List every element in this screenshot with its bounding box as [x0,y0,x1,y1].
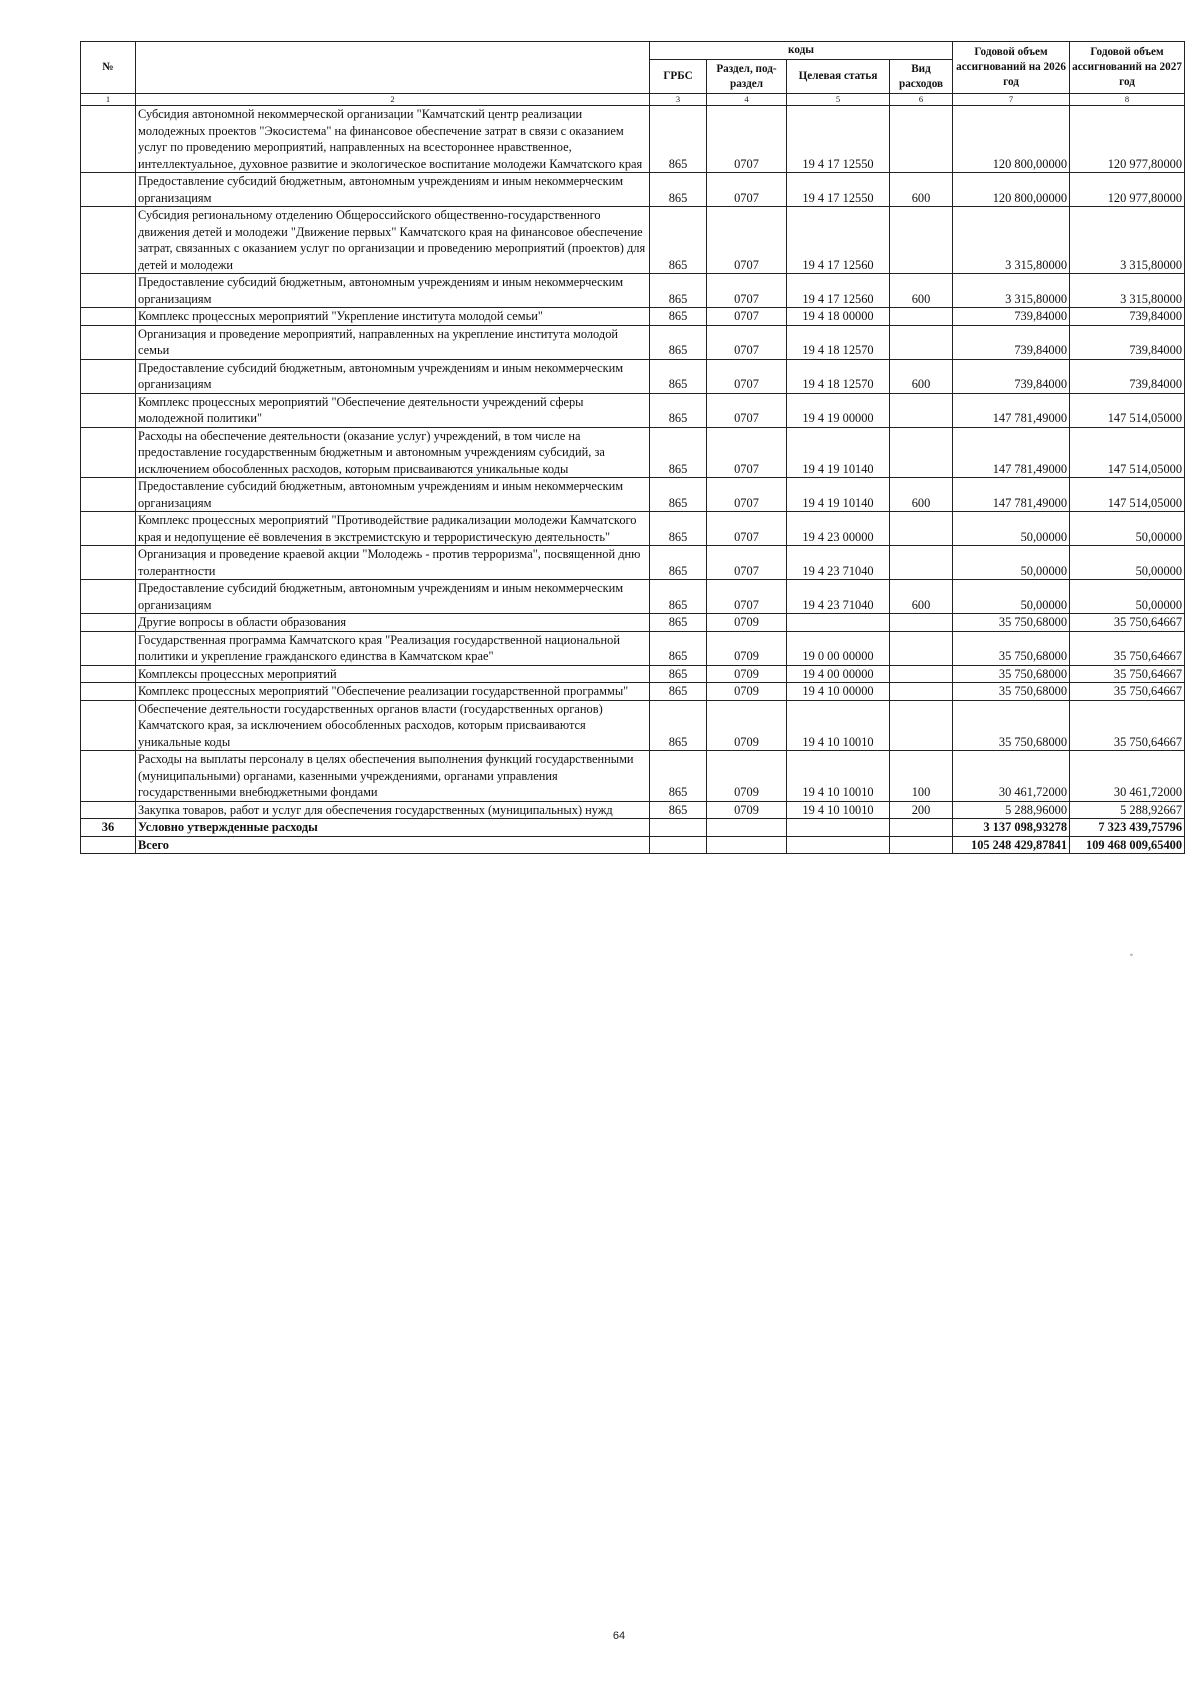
table-row [81,173,1185,207]
row-razdel: 0707 [707,359,787,393]
row-name: Государственная программа Камчатского края "Реализация государственной национальной политики и укрепление гражданского единства в Камчатском крае" [136,631,650,665]
row-number [81,512,136,546]
row-target-article: 19 4 23 71040 [787,580,890,614]
row-amount-2027: 35 750,64667 [1070,665,1185,683]
header-tselevaya: Целевая статья [787,60,890,94]
table-row [81,631,1185,665]
table-body [81,94,1185,854]
footnote-mark: » [1130,952,1133,958]
row-amount-2027: 147 514,05000 [1070,427,1185,478]
budget-table [80,41,1185,854]
row-amount-2027: 35 750,64667 [1070,631,1185,665]
row-razdel: 0707 [707,393,787,427]
row-grbs: 865 [650,580,707,614]
row-razdel: 0707 [707,478,787,512]
row-amount-2027: 147 514,05000 [1070,393,1185,427]
row-grbs: 865 [650,308,707,326]
row-razdel [707,836,787,854]
row-name: Организация и проведение мероприятий, направленных на укрепление института молодой семьи [136,325,650,359]
row-razdel: 0707 [707,207,787,274]
row-name: Комплекс процессных мероприятий "Укрепление института молодой семьи" [136,308,650,326]
row-number [81,614,136,632]
row-razdel: 0709 [707,631,787,665]
row-target-article: 19 4 10 10010 [787,801,890,819]
row-name: Расходы на выплаты персоналу в целях обеспечения выполнения функций государственными (муниципальными) органами, казенными учреждениями, органами управления государственными внебюджетными фондами [136,751,650,802]
row-razdel: 0709 [707,614,787,632]
table-row [81,274,1185,308]
column-index: 6 [890,94,953,106]
row-expense-type [890,683,953,701]
table-row [81,751,1185,802]
row-razdel: 0707 [707,274,787,308]
table-row [81,207,1185,274]
column-index: 2 [136,94,650,106]
table-row [81,478,1185,512]
row-amount-2027: 50,00000 [1070,546,1185,580]
header-razdel: Раздел, под-раздел [707,60,787,94]
row-amount-2026: 50,00000 [953,580,1070,614]
row-name: Расходы на обеспечение деятельности (оказание услуг) учреждений, в том числе на предоставление государственным бюджетным и автономным учреждениям субсидий, за исключением обособленных расходов, которым присваиваются уникальные коды [136,427,650,478]
row-razdel: 0707 [707,325,787,359]
row-name: Комплексы процессных мероприятий [136,665,650,683]
table-row [81,580,1185,614]
row-expense-type [890,836,953,854]
row-target-article: 19 4 18 00000 [787,308,890,326]
row-name: Предоставление субсидий бюджетным, автономным учреждениям и иным некоммерческим организациям [136,478,650,512]
row-name: Всего [136,836,650,854]
row-expense-type: 100 [890,751,953,802]
row-amount-2027: 739,84000 [1070,308,1185,326]
row-grbs: 865 [650,393,707,427]
row-amount-2026: 105 248 429,87841 [953,836,1070,854]
row-name: Предоставление субсидий бюджетным, автономным учреждениям и иным некоммерческим организациям [136,580,650,614]
row-number [81,836,136,854]
row-target-article [787,819,890,837]
row-grbs: 865 [650,274,707,308]
row-grbs: 865 [650,614,707,632]
row-target-article: 19 4 18 12570 [787,359,890,393]
table-row [81,665,1185,683]
table-row [81,819,1185,837]
row-name: Субсидия региональному отделению Общероссийского общественно-государственного движения детей и молодежи "Движение первых" Камчатского края на финансовое обеспечение затрат, связанных с оказанием услуг по организации и проведению мероприятий (проектов) для детей и молодежи [136,207,650,274]
row-grbs: 865 [650,478,707,512]
row-number: 36 [81,819,136,837]
row-grbs: 865 [650,512,707,546]
row-grbs: 865 [650,106,707,173]
row-amount-2027: 50,00000 [1070,512,1185,546]
row-amount-2026: 3 315,80000 [953,207,1070,274]
row-expense-type [890,207,953,274]
table-row [81,836,1185,854]
row-number [81,580,136,614]
row-amount-2026: 739,84000 [953,359,1070,393]
row-amount-2027: 739,84000 [1070,325,1185,359]
row-name: Обеспечение деятельности государственных органов власти (государственных органов) Камчатского края, за исключением обособленных расходов, которым присваиваются уникальные коды [136,700,650,751]
row-number [81,393,136,427]
row-expense-type [890,393,953,427]
row-razdel: 0707 [707,308,787,326]
row-number [81,700,136,751]
row-expense-type [890,700,953,751]
row-grbs: 865 [650,173,707,207]
row-razdel: 0707 [707,427,787,478]
row-number [81,325,136,359]
row-name: Закупка товаров, работ и услуг для обеспечения государственных (муниципальных) нужд [136,801,650,819]
row-grbs: 865 [650,700,707,751]
row-grbs: 865 [650,631,707,665]
table-row [81,614,1185,632]
row-expense-type [890,819,953,837]
row-number [81,308,136,326]
column-index: 4 [707,94,787,106]
table-row [81,546,1185,580]
column-index: 8 [1070,94,1185,106]
row-amount-2026: 3 315,80000 [953,274,1070,308]
row-target-article: 19 4 17 12550 [787,173,890,207]
column-index-row [81,94,1185,106]
row-target-article: 19 4 19 10140 [787,478,890,512]
row-expense-type [890,325,953,359]
row-name: Предоставление субсидий бюджетным, автономным учреждениям и иным некоммерческим организациям [136,173,650,207]
row-amount-2027: 120 977,80000 [1070,173,1185,207]
row-expense-type: 600 [890,359,953,393]
row-number [81,546,136,580]
row-amount-2026: 35 750,68000 [953,631,1070,665]
row-razdel: 0709 [707,665,787,683]
row-razdel: 0709 [707,683,787,701]
row-amount-2027: 7 323 439,75796 [1070,819,1185,837]
row-amount-2027: 30 461,72000 [1070,751,1185,802]
table-row [81,325,1185,359]
page-number: 64 [612,1630,626,1642]
header-grbs: ГРБС [650,60,707,94]
row-number [81,801,136,819]
row-expense-type: 600 [890,580,953,614]
row-razdel: 0707 [707,106,787,173]
row-expense-type [890,427,953,478]
row-target-article: 19 4 00 00000 [787,665,890,683]
row-name: Другие вопросы в области образования [136,614,650,632]
row-amount-2027: 50,00000 [1070,580,1185,614]
row-grbs: 865 [650,751,707,802]
header-year-2027: Годовой объем ассигнований на 2027 год [1070,42,1185,94]
row-grbs: 865 [650,683,707,701]
row-expense-type [890,512,953,546]
row-razdel: 0707 [707,546,787,580]
row-target-article [787,836,890,854]
row-target-article: 19 4 17 12560 [787,274,890,308]
row-razdel: 0709 [707,801,787,819]
row-target-article: 19 4 18 12570 [787,325,890,359]
row-number [81,359,136,393]
table-row [81,393,1185,427]
row-amount-2026: 30 461,72000 [953,751,1070,802]
row-grbs: 865 [650,325,707,359]
row-amount-2027: 739,84000 [1070,359,1185,393]
row-number [81,427,136,478]
row-name: Предоставление субсидий бюджетным, автономным учреждениям и иным некоммерческим организациям [136,359,650,393]
table-row [81,427,1185,478]
row-amount-2027: 5 288,92667 [1070,801,1185,819]
table-row [81,512,1185,546]
row-expense-type [890,614,953,632]
row-expense-type: 600 [890,478,953,512]
row-target-article: 19 4 10 00000 [787,683,890,701]
row-expense-type [890,106,953,173]
row-name: Организация и проведение краевой акции "Молодежь - против терроризма", посвященной дню толерантности [136,546,650,580]
row-amount-2026: 147 781,49000 [953,478,1070,512]
row-name: Комплекс процессных мероприятий "Обеспечение деятельности учреждений сферы молодежной политики" [136,393,650,427]
row-grbs [650,819,707,837]
row-name: Комплекс процессных мероприятий "Обеспечение реализации государственной программы" [136,683,650,701]
row-expense-type [890,546,953,580]
row-amount-2026: 739,84000 [953,325,1070,359]
row-expense-type: 600 [890,173,953,207]
row-number [81,478,136,512]
row-amount-2026: 35 750,68000 [953,700,1070,751]
row-amount-2026: 5 288,96000 [953,801,1070,819]
row-amount-2026: 120 800,00000 [953,173,1070,207]
row-razdel: 0707 [707,173,787,207]
row-expense-type [890,665,953,683]
row-amount-2026: 3 137 098,93278 [953,819,1070,837]
row-razdel: 0707 [707,512,787,546]
row-target-article [787,614,890,632]
row-amount-2026: 120 800,00000 [953,106,1070,173]
row-amount-2026: 35 750,68000 [953,683,1070,701]
row-name: Условно утвержденные расходы [136,819,650,837]
column-index: 3 [650,94,707,106]
row-name: Комплекс процессных мероприятий "Противодействие радикализации молодежи Камчатского края и недопущение её вовлечения в экстремистскую и террористическую деятельность" [136,512,650,546]
row-amount-2027: 147 514,05000 [1070,478,1185,512]
row-target-article: 19 4 19 00000 [787,393,890,427]
row-amount-2027: 35 750,64667 [1070,683,1185,701]
row-razdel [707,819,787,837]
row-razdel: 0709 [707,700,787,751]
row-amount-2026: 147 781,49000 [953,393,1070,427]
row-grbs: 865 [650,801,707,819]
table-row [81,700,1185,751]
row-number [81,274,136,308]
row-expense-type [890,631,953,665]
row-grbs: 865 [650,207,707,274]
row-number [81,106,136,173]
header-year-2026: Годовой объем ассигнований на 2026 год [953,42,1070,94]
row-amount-2026: 50,00000 [953,546,1070,580]
row-razdel: 0707 [707,580,787,614]
row-amount-2026: 739,84000 [953,308,1070,326]
row-amount-2026: 147 781,49000 [953,427,1070,478]
row-grbs: 865 [650,665,707,683]
header-codes: коды [650,42,953,60]
row-amount-2027: 35 750,64667 [1070,614,1185,632]
row-amount-2027: 35 750,64667 [1070,700,1185,751]
header-number: № [81,42,136,94]
row-grbs: 865 [650,359,707,393]
row-target-article: 19 0 00 00000 [787,631,890,665]
row-amount-2027: 120 977,80000 [1070,106,1185,173]
row-amount-2026: 50,00000 [953,512,1070,546]
table-row [81,801,1185,819]
row-razdel: 0709 [707,751,787,802]
row-target-article: 19 4 17 12550 [787,106,890,173]
row-number [81,173,136,207]
row-number [81,665,136,683]
column-index: 7 [953,94,1070,106]
column-index: 5 [787,94,890,106]
row-target-article: 19 4 23 71040 [787,546,890,580]
row-grbs: 865 [650,546,707,580]
row-target-article: 19 4 23 00000 [787,512,890,546]
row-amount-2026: 35 750,68000 [953,665,1070,683]
row-target-article: 19 4 19 10140 [787,427,890,478]
table-row [81,683,1185,701]
column-index: 1 [81,94,136,106]
table-row [81,308,1185,326]
row-grbs [650,836,707,854]
row-expense-type: 600 [890,274,953,308]
header-vid: Вид расходов [890,60,953,94]
row-name: Субсидия автономной некоммерческой организации "Камчатский центр реализации молодежных проектов "Экосистема" на финансовое обеспечение затрат в связи с оказанием услуг по проведению мероприятий, направленных на всестороннее нравственное, интеллектуальное, духовное развитие и экологическое воспитание молодежи Камчатского края [136,106,650,173]
row-target-article: 19 4 10 10010 [787,751,890,802]
row-name: Предоставление субсидий бюджетным, автономным учреждениям и иным некоммерческим организациям [136,274,650,308]
table-row [81,106,1185,173]
row-number [81,631,136,665]
row-amount-2026: 35 750,68000 [953,614,1070,632]
row-amount-2027: 3 315,80000 [1070,207,1185,274]
header-name [136,42,650,94]
row-expense-type [890,308,953,326]
row-target-article: 19 4 17 12560 [787,207,890,274]
table-row [81,359,1185,393]
row-number [81,751,136,802]
row-number [81,207,136,274]
row-number [81,683,136,701]
row-amount-2027: 109 468 009,65400 [1070,836,1185,854]
row-grbs: 865 [650,427,707,478]
row-target-article: 19 4 10 10010 [787,700,890,751]
row-expense-type: 200 [890,801,953,819]
row-amount-2027: 3 315,80000 [1070,274,1185,308]
